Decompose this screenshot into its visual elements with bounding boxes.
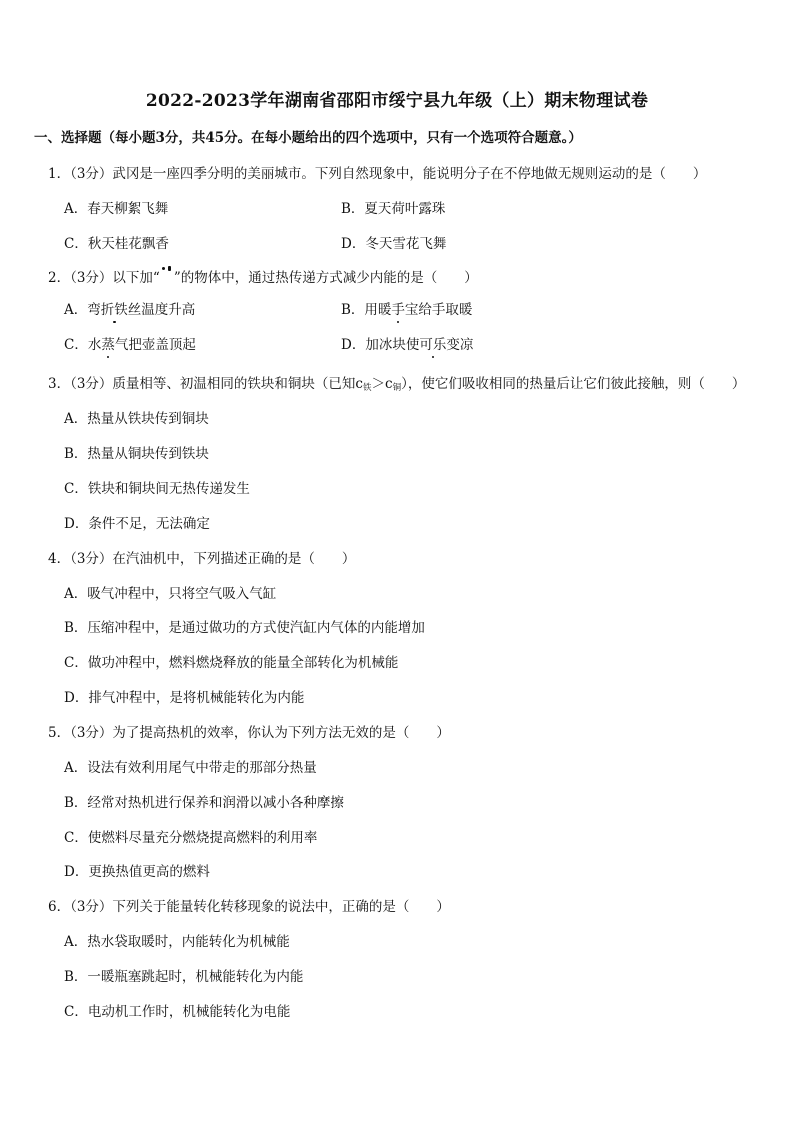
emphasis-dot-mark (160, 266, 174, 276)
option-rest: 宝给手取暖 (404, 302, 473, 318)
question-3-stem-start: 3．（3分）质量相等、初温相同的铁块和铜块（已知c (48, 376, 363, 392)
emphasized-text: 水蒸气 (88, 333, 129, 353)
question-6-option-b[interactable]: B．一暖瓶塞跳起时，机械能转化为内能 (64, 969, 304, 985)
question-1-option-d[interactable]: D．冬天雪花飞舞 (341, 236, 447, 252)
option-rest: 把壶盖顶起 (128, 337, 196, 353)
question-5-option-c[interactable]: C．使燃料尽量充分燃烧提高燃料的利用率 (64, 830, 318, 846)
question-2-option-b[interactable] (341, 298, 472, 318)
emphasized-text: 手 (391, 298, 405, 318)
question-2-option-d[interactable] (341, 333, 473, 353)
question-5-stem: 5．（3分）为了提高热机的效率，你认为下列方法无效的是（ ） (48, 725, 450, 741)
question-2-stem (48, 266, 478, 286)
option-rest: 温度升高 (141, 302, 196, 318)
page-title: 2022-2023学年湖南省邵阳市绥宁县九年级（上）期末物理试卷 (145, 91, 649, 111)
question-3-option-c[interactable]: C．铁块和铜块间无热传递发生 (64, 481, 250, 497)
question-2-stem-end: ”的物体中，通过热传递方式减少内能的是（ ） (173, 270, 478, 286)
question-6-option-a[interactable]: A．热水袋取暖时，内能转化为机械能 (64, 934, 290, 950)
question-4-option-a[interactable]: A．吸气冲程中，只将空气吸入气缸 (64, 586, 277, 602)
section-heading: 一、选择题（每小题3分，共45分。在每小题给出的四个选项中，只有一个选项符合题意。） (34, 130, 582, 146)
option-rest: 变凉 (446, 337, 474, 353)
question-1-option-a[interactable]: A．春天柳絮飞舞 (64, 201, 169, 217)
question-2-option-a[interactable] (64, 298, 195, 318)
subscript-iron: 铁 (363, 383, 372, 393)
emphasized-text: 可乐 (419, 333, 446, 353)
question-4-option-b[interactable]: B．压缩冲程中，是通过做功的方式使汽缸内气体的内能增加 (64, 620, 425, 636)
subscript-copper: 铜 (392, 383, 402, 393)
question-2-stem-start: 2．（3分）以下加“ (48, 270, 160, 286)
question-1-stem: 1．（3分）武冈是一座四季分明的美丽城市。下列自然现象中，能说明分子在不停地做无规则运动的是（ ） (48, 166, 707, 182)
question-3-stem (48, 372, 745, 393)
option-prefix: C． (64, 337, 88, 353)
question-3-stem-end: ），使它们吸收相同的热量后让它们彼此接触，则（ ） (401, 376, 746, 392)
question-5-option-b[interactable]: B．经常对热机进行保养和润滑以减小各种摩擦 (64, 795, 344, 811)
question-1-option-c[interactable]: C．秋天桂花飘香 (64, 236, 169, 252)
question-6-stem: 6．（3分）下列关于能量转化转移现象的说法中，正确的是（ ） (48, 899, 450, 915)
question-5-option-a[interactable]: A．设法有效利用尾气中带走的那部分热量 (64, 760, 317, 776)
question-4-option-c[interactable]: C．做功冲程中，燃料燃烧释放的能量全部转化为机械能 (64, 655, 399, 671)
emphasized-text: 弯折铁丝 (87, 298, 141, 318)
option-prefix: B．用暖 (341, 302, 392, 318)
option-prefix: D．加冰块使 (341, 337, 420, 353)
option-prefix: A． (64, 302, 88, 318)
question-3-option-a[interactable]: A．热量从铁块传到铜块 (64, 411, 209, 427)
question-2-option-c[interactable] (64, 333, 196, 353)
question-6-option-c[interactable]: C．电动机工作时，机械能转化为电能 (64, 1004, 291, 1020)
comparison-sign: ＞c (371, 376, 393, 392)
question-5-option-d[interactable]: D．更换热值更高的燃料 (64, 864, 210, 880)
question-3-option-d[interactable]: D．条件不足，无法确定 (64, 516, 210, 532)
question-3-option-b[interactable]: B．热量从铜块传到铁块 (64, 446, 209, 462)
question-1-option-b[interactable]: B．夏天荷叶露珠 (341, 201, 446, 217)
question-4-stem: 4．（3分）在汽油机中，下列描述正确的是（ ） (48, 551, 356, 567)
question-4-option-d[interactable]: D．排气冲程中，是将机械能转化为内能 (64, 690, 305, 706)
